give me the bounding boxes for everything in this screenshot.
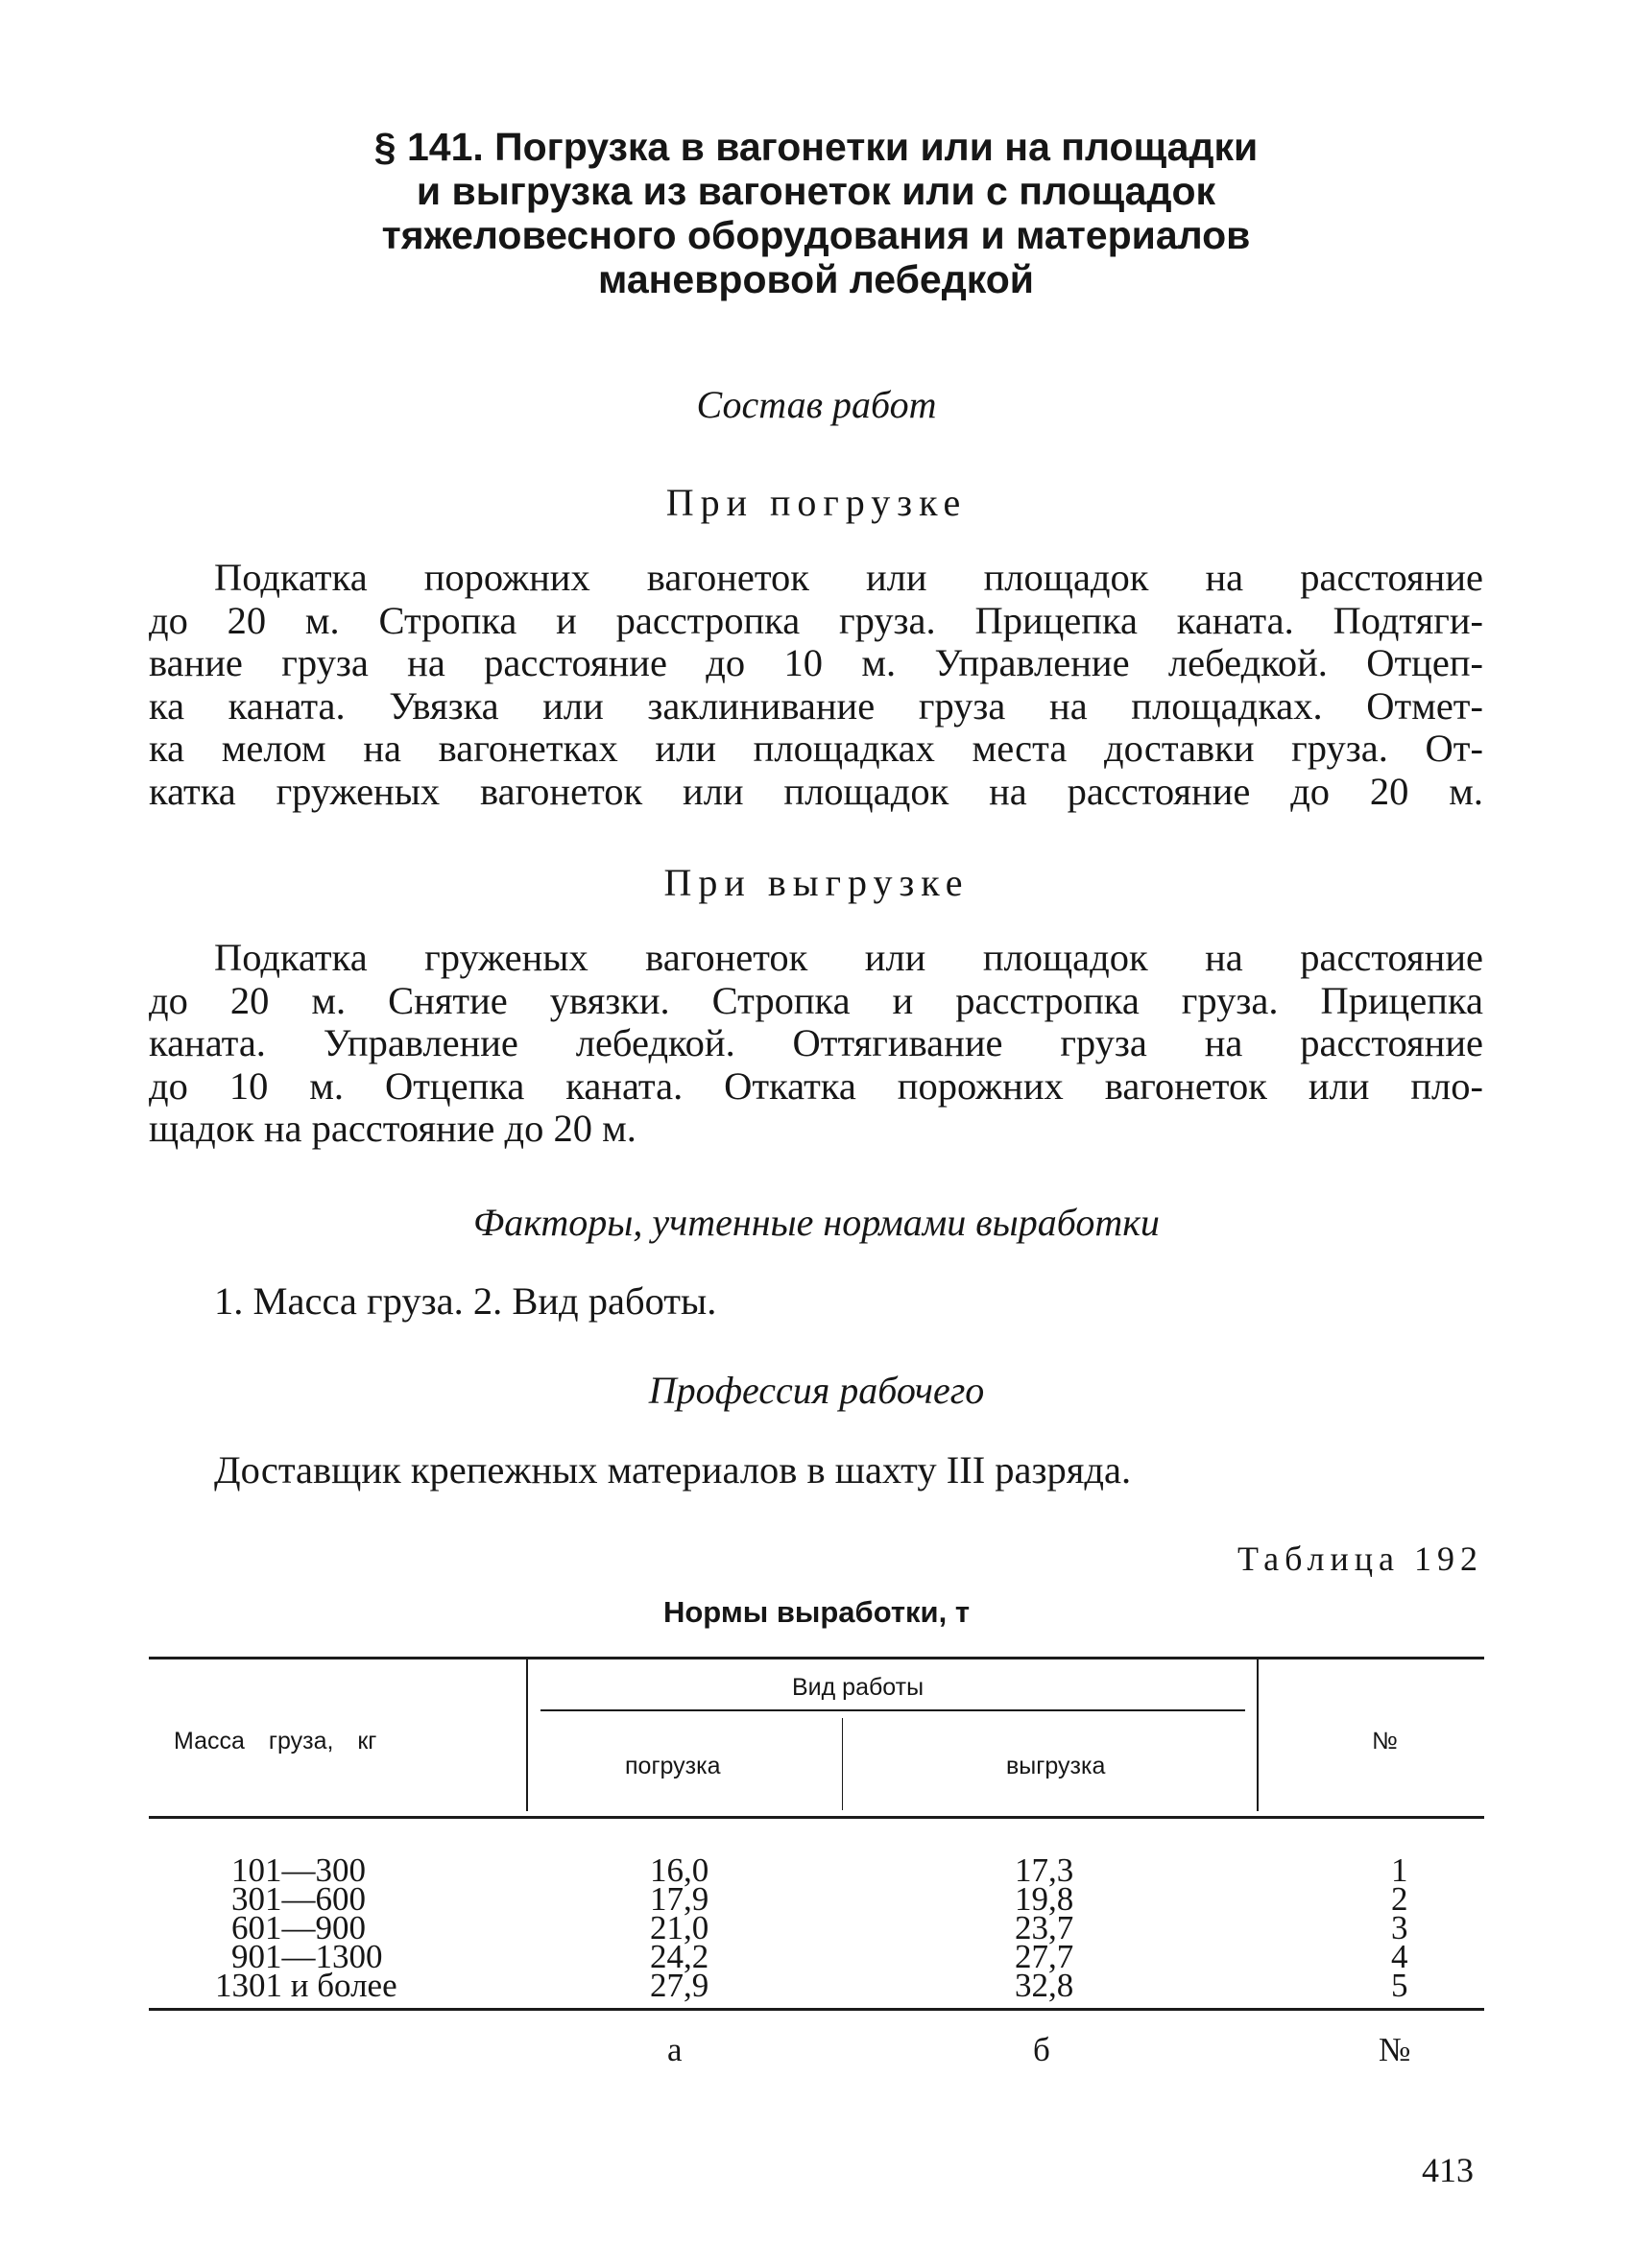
paragraph-line: Подкатка порожних вагонеток или площадок на расстояние [214,556,1483,599]
cell-loading: 24,2 [650,1938,709,1975]
cell-unloading: 19,8 [1015,1880,1074,1918]
column-divider [842,1718,843,1810]
column-divider [1257,1659,1259,1811]
factors-text: 1. Масса груза. 2. Вид работы. [214,1279,717,1323]
cell-number: 1 [1391,1851,1408,1889]
work-type-rule [540,1709,1245,1711]
paragraph-line: Подкатка груженых вагонеток или площадок на расстояние [214,936,1483,979]
title-line: и выгрузка из вагонеток или с площадок [416,169,1216,213]
paragraph-line: щадок на расстояние до 20 м. [149,1107,636,1150]
paragraph-line: до 20 м. Снятие увязки. Стропка и расстропка груза. Прицепка [149,978,1483,1022]
footer-unloading-code: б [1033,2031,1050,2068]
cell-unloading: 23,7 [1015,1909,1074,1946]
column-divider [526,1659,528,1811]
unloading-paragraph [149,937,1483,1151]
paragraph-line: катка груженых вагонеток или площадок на расстояние до 20 м. [149,769,1483,813]
cell-mass: 301—600 [231,1880,366,1918]
composition-heading: Состав работ [696,383,937,426]
cell-mass: 101—300 [231,1851,366,1889]
cell-unloading: 27,7 [1015,1938,1074,1975]
cell-mass: 1301 и более [215,1967,397,2004]
table-label: Таблица 192 [1237,1540,1483,1578]
paragraph-line: до 20 м. Стропка и расстропка груза. Прицепка каната. Подтяги- [149,598,1483,642]
footer-number: № [1379,2031,1411,2068]
cell-unloading: 17,3 [1015,1851,1074,1889]
footer-loading-code: а [667,2031,683,2068]
cell-loading: 27,9 [650,1967,709,2004]
cell-number: 3 [1391,1909,1408,1946]
profession-text: Доставщик крепежных материалов в шахту III разряда. [214,1448,1132,1492]
table-bottom-rule [149,2008,1484,2011]
cell-unloading: 32,8 [1015,1967,1074,2004]
cell-loading: 21,0 [650,1909,709,1946]
section-title [288,125,1344,301]
header-number: № [1372,1728,1398,1755]
cell-loading: 17,9 [650,1880,709,1918]
unloading-heading: При выгрузке [663,861,970,904]
table-top-rule [149,1657,1484,1659]
cell-number: 5 [1391,1967,1408,2004]
header-bottom-rule [149,1816,1484,1819]
header-mass: Масса груза, кг [174,1728,377,1755]
paragraph-line: до 10 м. Отцепка каната. Откатка порожних вагонеток или пло- [149,1063,1483,1108]
title-line: тяжеловесного оборудования и материалов [381,213,1251,257]
header-loading: погрузка [625,1753,721,1779]
cell-mass: 601—900 [231,1909,366,1946]
header-work-type: Вид работы [792,1674,925,1701]
table-title: Нормы выработки, т [662,1595,971,1629]
paragraph-line: ка каната. Увязка или заклинивание груза на площадках. Отмет- [149,683,1483,728]
title-line: маневровой лебедкой [598,257,1034,301]
paragraph-line: каната. Управление лебедкой. Оттягивание груза на расстояние [149,1021,1483,1064]
factors-heading: Факторы, учтенные нормами выработки [473,1201,1160,1244]
profession-heading: Профессия рабочего [648,1369,985,1412]
cell-number: 4 [1391,1938,1408,1975]
cell-mass: 901—1300 [231,1938,383,1975]
loading-heading: При погрузке [665,481,968,524]
paragraph-line: ка мелом на вагонетках или площадках места доставки груза. От- [149,727,1483,770]
title-line: § 141. Погрузка в вагонетки или на площадки [373,125,1259,169]
cell-loading: 16,0 [650,1851,709,1889]
loading-paragraph [149,557,1483,813]
paragraph-line: вание груза на расстояние до 10 м. Управление лебедкой. Отцеп- [149,641,1483,684]
cell-number: 2 [1391,1880,1408,1918]
page-number: 413 [1422,2151,1474,2189]
header-unloading: выгрузка [1006,1753,1106,1779]
